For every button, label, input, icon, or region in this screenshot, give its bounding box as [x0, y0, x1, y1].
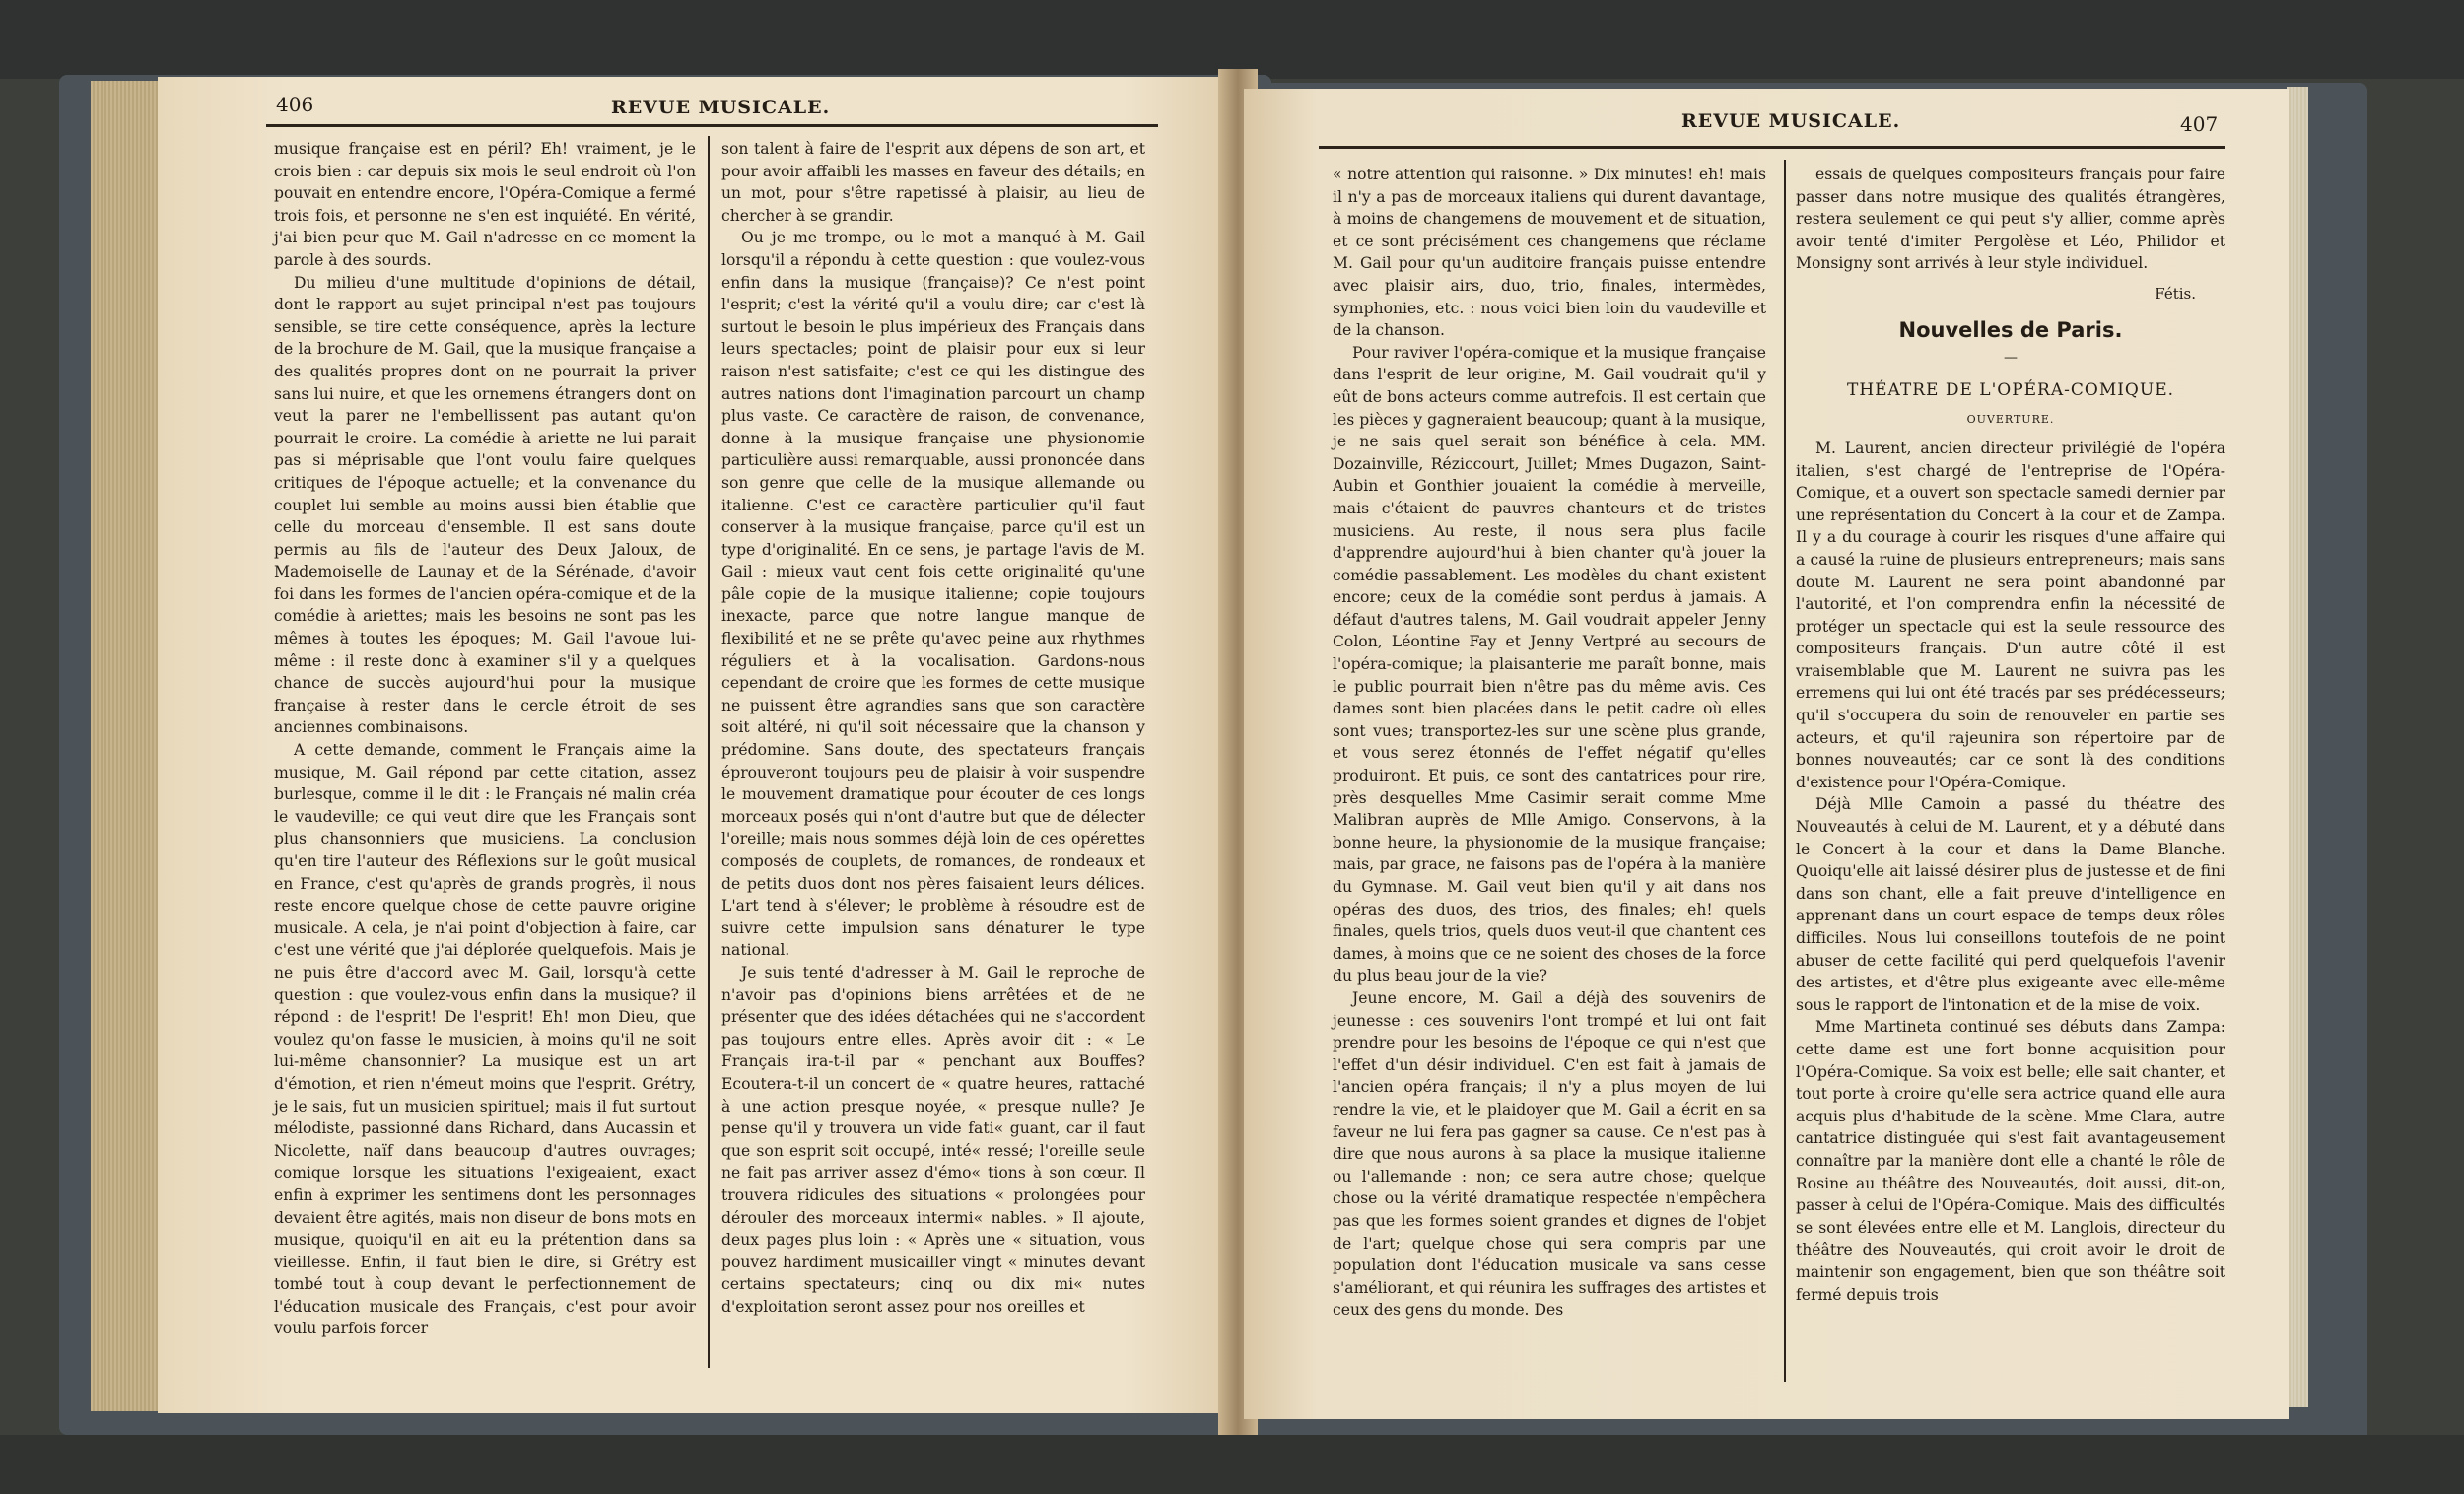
- head-rule-left: [266, 124, 1158, 127]
- paragraph: Déjà Mlle Camoin a passé du théatre des Nouveautés à celui de M. Laurent, et y a débuté dans le Concert à la cour et dans la Dame Blanche. Quoiqu'elle ait laissé désirer plus de justesse et de fini dans son chant, elle a fait preuve d'intelligence en apprenant dans un court espace de temps deux rôles difficiles. Nous lui conseillons toutefois de ne point abuser de cette facilité qui perd quelquefois l'avenir des artistes, et d'être plus exigeante avec elle-même sous le rapport de l'intonation et de la mise de voix.: [1796, 795, 2225, 1014]
- head-rule-right: [1319, 146, 2225, 149]
- paragraph: Je suis tenté d'adresser à M. Gail le reproche de n'avoir pas d'opinions biens arrêtées et de ne présenter que des idées détachées qui ne s'accordent pas toujours entre elles. Après avoir dit : « Le Français ira-t-il par « penchant aux Bouffes? Ecoutera-t-il un concert de « quatre heures, rattaché à une action presque noyée, « presque nulle? Je pense qu'il y trouvera un vide fati« guant, car il faut que son esprit soit occupé, inté« ressé; l'oreille seule ne fait pas arriver assez d'émo« tions à son cœur. Il trouvera ridicules des situations « prolongées pour dérouler des morceaux intermi« nables. » Il ajoute, deux pages plus loin : « Après une « situation, vous pouvez hardiment musicailler vingt « minutes devant certains spectateurs; cinq ou dix mi« nutes d'exploitation seront assez pour nos oreilles et: [721, 963, 1145, 1316]
- left-page: [158, 77, 1232, 1413]
- signature: Fétis.: [2155, 284, 2196, 303]
- running-head-left: REVUE MUSICALE.: [611, 97, 831, 118]
- paragraph: essais de quelques compositeurs français pour faire passer dans notre musique des qualités étrangères, restera seulement ce qui peut s'y allier, comme après avoir tenté d'imiter Pergolèse et Léo, Philidor et Monsigny sont arrivés à leur style individuel.: [1796, 166, 2225, 273]
- paragraph: Jeune encore, M. Gail a déjà des souvenirs de jeunesse : ces souvenirs l'ont trompé et lui ont fait prendre pour les besoins de l'époque ce qui n'est que l'effet d'un désir individuel. C'en est fait à jamais de l'ancien opéra français; il n'y a plus moyen de lui rendre la vie, et le plaidoyer que M. Gail a écrit en sa faveur ne lui fera pas gagner sa cause. Ce n'est pas à dire que nous aurons à sa place la musique italienne ou l'allemande : non; ce sera autre chose; quelque chose ou la vérité dramatique respectée n'empêchera pas que les formes soient grandes et dignes de l'objet de l'art; quelque chose qui sera compris par une population dont l'éducation musicale va sans cesse s'améliorant, et qui réunira les suffrages des artistes et ceux des gens du monde. Des: [1333, 988, 1766, 1320]
- paragraph: M. Laurent, ancien directeur privilégié de l'opéra italien, s'est chargé de l'entreprise de l'Opéra-Comique, et a ouvert son spectacle samedi dernier par une représentation du Concert à la cour et de Zampa. Il y a du courage à courir les risques d'une affaire qui a causé la ruine de plusieurs entrepreneurs; mais sans doute M. Laurent ne sera point abandonné par l'autorité, et l'on comprendra enfin la nécessité de protéger un spectacle qui est la seule ressource des compositeurs français. D'un autre côté il est vraisemblable que M. Laurent ne suivra pas les erremens qui lui ont été tracés par ses prédécesseurs; qu'il s'occupera du soin de renouveler en partie ses acteurs, et qu'il rajeunira son répertoire par de bonnes nouveautés; car ce sont là des conditions d'existence pour l'Opéra-Comique.: [1796, 439, 2225, 791]
- backdrop: [0, 0, 2464, 79]
- page-number-left: 406: [276, 93, 314, 116]
- left-column-1: [274, 138, 696, 1340]
- subheading-ouverture: OUVERTURE.: [1966, 413, 2055, 427]
- backdrop-bottom: [0, 1435, 2464, 1494]
- section-title: Nouvelles de Paris.: [1898, 317, 2123, 342]
- column-divider: [708, 136, 710, 1368]
- paragraph: Pour raviver l'opéra-comique et la musique française dans l'esprit de leur origine, M. Gail voudrait qu'il y eût de bons acteurs comme autrefois. Il est certain que les pièces y gagneraient beaucoup; quant à la musique, je ne sais quel serait son bénéfice à cela. MM. Dozainville, Réziccourt, Juillet; Mmes Dugazon, Saint-Aubin et Gonthier jouaient la comédie à merveille, mais c'étaient de pauvres chanteurs et de tristes musiciens. Au reste, il nous sera plus facile d'apprendre aujourd'hui à bien chanter qu'à jouer la comédie passablement. Les modèles du chant existent encore; ceux de la comédie sont perdus à jamais. A défaut d'autres talens, M. Gail voudrait appeler Jenny Colon, Léontine Fay et Jenny Vertpré au secours de l'opéra-comique; la plaisanterie me paraît bonne, mais le public pourrait bien n'être pas du même avis. Ces dames sont bien placées dans le petit cadre où elles sont vues; transportez-les sur une scène plus grande, et vous serez étonnés de l'effet négatif qu'elles produiront. Et puis, ce sont des cantatrices pour rire, près desquelles Mme Casimir serait comme Mme Malibran auprès de Mlle Amigo. Conservons, à la bonne heure, la physionomie de la musique française; mais, par grace, ne faisons pas de l'opéra à la manière du Gymnase. M. Gail veut bien qu'il y ait dans nos opéras des duos, des trios, des finales; eh! quels finales, quels trios, quels duos veut-il que chantent ces dames, à moins que ce ne soient des choses de la force du plus beau jour de la vie?: [1333, 343, 1766, 985]
- paragraph: Du milieu d'une multitude d'opinions de détail, dont le rapport au sujet principal n'est pas toujours sensible, se tire cette conséquence, après la lecture de la brochure de M. Gail, que la musique française a des qualités propres dont on ne pourrait la priver sans lui nuire, et que les ornemens étrangers dont on veut la parer ne l'embellissent pas autant qu'on pourrait le croire. La comédie à ariette ne lui parait pas si méprisable que l'ont voulu faire quelques critiques de l'époque actuelle; et la convenance du couplet lui semble au moins aussi bien établie que celle du morceau d'ensemble. Il est sans doute permis au fils de l'auteur des Deux Jaloux, de Mademoiselle de Launay et de la Sérénade, d'avoir foi dans les formes de l'ancien opéra-comique et de la comédie à ariettes; mais les besoins ne sont pas les mêmes à toutes les époques; M. Gail l'avoue lui-même : il reste donc à examiner s'il y a quelques chance de succès aujourd'hui pour la musique française à rester dans le cercle étroit de ses anciennes combinaisons.: [274, 273, 696, 737]
- paragraph: « notre attention qui raisonne. » Dix minutes! eh! mais il n'y a pas de morceaux italiens qui durent davantage, à moins de changemens de mouvement et de situation, et ce sont précisément ces changemens que réclame M. Gail pour qu'un auditoire français puisse entendre avec plaisir airs, duo, trio, finales, intermèdes, symphonies, etc. : nous voici bien loin du vaudeville et de la chanson.: [1333, 166, 1766, 340]
- page-edges-left: [91, 81, 160, 1411]
- theatre-heading: THÉATRE DE L'OPÉRA-COMIQUE.: [1846, 379, 2175, 400]
- left-column-2: [721, 138, 1145, 1318]
- paragraph: A cette demande, comment le Français aime la musique, M. Gail répond par cette citation, assez burlesque, comme il le dit : le Français né malin créa le vaudeville; ce qui veut dire que les Français sont plus chansonniers que musiciens. La conclusion qu'en tire l'auteur des Réflexions sur le goût musical en France, c'est qu'après de grands progrès, il nous reste encore quelque chose de cette pauvre origine musicale. A cela, je n'ai point d'objection à faire, car c'est une vérité que j'ai déplorée quelquefois. Mais je ne puis être d'accord avec M. Gail, lorsqu'à cette question : que voulez-vous enfin dans la musique? il répond : de l'esprit! De l'esprit! Eh! mon Dieu, que voulez qu'on fasse le musicien, à moins qu'il ne soit lui-même chansonnier? La musique est un art d'émotion, et rien n'émeut moins que l'esprit. Grétry, je le sais, fut un musicien spirituel; mais il fut surtout mélodiste, passionné dans Richard, dans Aucassin et Nicolette, naïf dans beaucoup d'autres ouvrages; comique lorsque les situations l'exigeaient, exact enfin à exprimer les sentimens dont les personnages devaient être agités, mais non diseur de bons mots en musique, quoiqu'il en ait eu la prétention dans sa vieillesse. Enfin, il faut bien le dire, si Grétry est tombé tout à coup devant le perfectionnement de l'éducation musicale des Français, c'est pour avoir voulu parfois forcer: [274, 741, 696, 1338]
- section-dash: —: [2004, 350, 2018, 367]
- right-column-1: [1333, 164, 1766, 1322]
- paragraph: Mme Martineta continué ses débuts dans Zampa: cette dame est une fort bonne acquisition pour l'Opéra-Comique. Sa voix est belle; elle sait chanter, et tout porte à croire qu'elle sera actrice quand elle aura acquis plus d'habitude de la scène. Mme Clara, autre cantatrice distinguée qui s'est fait avantageusement connaître par la manière dont elle a chanté le rôle de Rosine au théâtre des Nouveautés, doit aussi, dit-on, passer à celui de l'Opéra-Comique. Mais des difficultés se sont élevées entre elle et M. Langlois, directeur du théâtre des Nouveautés, qui croit avoir le droit de maintenir son engagement, bien que son théâtre soit fermé depuis trois: [1796, 1018, 2225, 1304]
- page-number-right: 407: [2180, 112, 2219, 136]
- paragraph: son talent à faire de l'esprit aux dépens de son art, et pour avoir affaibli les masses en faveur des détails; en un mot, pour s'être rapetissé à plaisir, au lieu de chercher à se grandir.: [721, 140, 1145, 225]
- paragraph: Ou je me trompe, ou le mot a manqué à M. Gail lorsqu'il a répondu à cette question : que voulez-vous enfin dans la musique (française)? Ce n'est point l'esprit; c'est la vérité qu'il a voulu dire; car c'est là surtout le besoin le plus impérieux des Français dans leurs spectacles; point de plaisir pour eux si leur raison n'est satisfaite; c'est ce qui les distingue des autres nations dont l'imagination parcourt un champ plus vaste. Ce caractère de raison, de convenance, donne à la musique française une physionomie particulière aussi remarquable, aussi prononcée dans son genre que celle de la musique allemande ou italienne. C'est ce caractère particulier qu'il faut conserver à la musique française, parce qu'il est un type d'originalité. En ce sens, je partage l'avis de M. Gail : mieux vaut cent fois cette originalité qu'une pâle copie de la musique italienne; copie toujours inexacte, parce que notre langue manque de flexibilité et ne se prête qu'avec peine aux rhythmes réguliers et à la vocalisation. Gardons-nous cependant de croire que les formes de cette musique ne puissent être agrandies sans que son caractère soit altéré, ni qu'il soit nécessaire que la chanson y prédomine. Sans doute, des spectateurs français éprouveront toujours peu de plaisir à voir suspendre le mouvement dramatique pour écouter de ces longs morceaux posés qui n'ont d'autre but que de délecter l'oreille; mais nous sommes déjà loin de ces opérettes composés de couplets, de romances, de rondeaux et de petits duos dont nos pères faisaient leurs délices. L'art tend à s'élever; le problème à résoudre est de suivre cette impulsion sans dénaturer le type national.: [721, 229, 1145, 960]
- running-head-right: REVUE MUSICALE.: [1681, 110, 1901, 132]
- page-edges-right: [2287, 87, 2308, 1407]
- right-column-2: [1796, 164, 2225, 1306]
- right-page: [1244, 89, 2289, 1419]
- column-divider: [1784, 160, 1786, 1382]
- paragraph: musique française est en péril? Eh! vraiment, je le crois bien : car depuis six mois le seul endroit où l'on pouvait en entendre encore, l'Opéra-Comique a fermé trois fois, et personne ne s'en est inquiété. En vérité, j'ai bien peur que M. Gail n'adresse en ce moment la parole à des sourds.: [274, 140, 696, 269]
